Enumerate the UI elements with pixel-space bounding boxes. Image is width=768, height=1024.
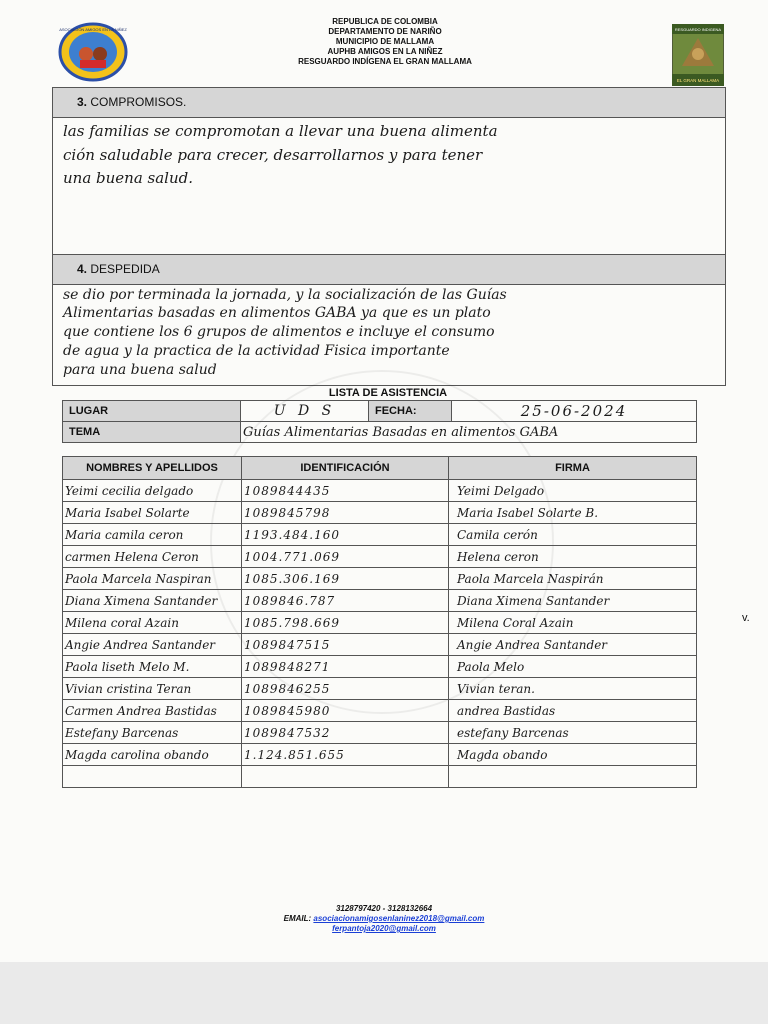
compromisos-title: COMPROMISOS. — [90, 95, 187, 109]
despedida-line-1: se dio por terminada la jornada, y la socialización de las Guías — [63, 287, 507, 303]
despedida-number: 4. — [77, 262, 88, 276]
compromisos-section — [52, 87, 726, 255]
resguardo-logo — [672, 24, 724, 86]
fecha-value: 25-06-2024 — [452, 401, 697, 422]
document-footer — [200, 904, 568, 934]
tema-value: Guías Alimentarias Basadas en alimentos GABA — [241, 422, 697, 443]
attendee-name: Angie Andrea Santander — [63, 634, 242, 656]
attendee-id: 1.124.851.655 — [242, 744, 449, 766]
header-line-5: RESGUARDO INDÍGENA EL GRAN MALLAMA — [298, 57, 472, 66]
attendee-name: Estefany Barcenas — [63, 722, 242, 744]
lugar-value: U D S — [241, 401, 369, 422]
attendee-signature: Maria Isabel Solarte B. — [449, 502, 697, 524]
side-mark: v. — [742, 612, 750, 624]
table-row — [63, 722, 697, 744]
attendee-signature: Camila cerón — [449, 524, 697, 546]
svg-text:ASOCIACIÓN AMIGOS EN LA NIÑEZ: ASOCIACIÓN AMIGOS EN LA NIÑEZ — [59, 27, 127, 32]
attendee-id: 1089847532 — [242, 722, 449, 744]
table-row — [63, 480, 697, 502]
table-row — [63, 766, 697, 788]
svg-text:RESGUARDO INDIGENA: RESGUARDO INDIGENA — [674, 27, 722, 32]
attendee-name: Paola liseth Melo M. — [63, 656, 242, 678]
table-row — [63, 546, 697, 568]
despedida-header — [53, 255, 725, 285]
attendee-id: 1085.306.169 — [242, 568, 449, 590]
attendee-signature: estefany Barcenas — [449, 722, 697, 744]
column-header-signature: FIRMA — [449, 457, 697, 480]
attendee-signature: Helena ceron — [449, 546, 697, 568]
table-row — [63, 612, 697, 634]
footer-phones: 3128797420 - 3128132664 — [335, 904, 433, 913]
scan-margin — [0, 962, 768, 1024]
document-header — [240, 17, 530, 67]
fecha-label: FECHA: — [369, 401, 452, 422]
attendee-signature — [449, 766, 697, 788]
attendee-id: 1089848271 — [242, 656, 449, 678]
table-row — [63, 590, 697, 612]
attendee-id: 1089845980 — [242, 700, 449, 722]
attendee-name — [63, 766, 242, 788]
attendee-signature: Diana Ximena Santander — [449, 590, 697, 612]
attendee-name: Vivian cristina Teran — [63, 678, 242, 700]
attendee-signature: Magda obando — [449, 744, 697, 766]
attendee-name: Paola Marcela Naspiran — [63, 568, 242, 590]
compromisos-line-3: una buena salud. — [63, 169, 194, 187]
attendee-signature: Paola Marcela Naspirán — [449, 568, 697, 590]
tema-label: TEMA — [63, 422, 241, 443]
footer-email-label: EMAIL: — [283, 914, 312, 923]
attendee-id: 1089845798 — [242, 502, 449, 524]
attendee-id: 1193.484.160 — [242, 524, 449, 546]
attendee-name: Yeimi cecilia delgado — [63, 480, 242, 502]
attendee-signature: Milena Coral Azain — [449, 612, 697, 634]
attendee-name: Diana Ximena Santander — [63, 590, 242, 612]
association-logo — [58, 22, 128, 82]
despedida-title: DESPEDIDA — [90, 262, 160, 276]
table-row — [63, 678, 697, 700]
compromisos-number: 3. — [77, 95, 88, 109]
despedida-line-2: Alimentarias basadas en alimentos GABA ya que es un plato — [63, 305, 491, 321]
table-row — [63, 656, 697, 678]
table-row — [63, 744, 697, 766]
lugar-label: LUGAR — [63, 401, 241, 422]
attendee-name: Maria camila ceron — [63, 524, 242, 546]
compromisos-header — [53, 88, 725, 118]
column-header-names: NOMBRES Y APELLIDOS — [63, 457, 242, 480]
attendee-id: 1089846255 — [242, 678, 449, 700]
header-line-1: REPUBLICA DE COLOMBIA — [332, 17, 438, 26]
attendance-table — [62, 456, 697, 788]
attendee-name: carmen Helena Ceron — [63, 546, 242, 568]
table-row — [63, 502, 697, 524]
footer-email-link-1[interactable]: asociacionamigosenlaninez2018@gmail.com — [313, 914, 485, 923]
table-row — [63, 634, 697, 656]
table-row — [63, 568, 697, 590]
table-row — [63, 524, 697, 546]
compromisos-line-2: ción saludable para crecer, desarrollarnos y para tener — [63, 146, 483, 164]
attendee-name: Maria Isabel Solarte — [63, 502, 242, 524]
header-line-3: MUNICIPIO DE MALLAMA — [335, 37, 435, 46]
header-line-2: DEPARTAMENTO DE NARIÑO — [328, 27, 442, 36]
attendee-id: 1004.771.069 — [242, 546, 449, 568]
attendee-signature: Angie Andrea Santander — [449, 634, 697, 656]
attendance-rows — [63, 480, 697, 788]
compromisos-line-1: las familias se compromotan a llevar una buena alimenta — [63, 122, 498, 140]
attendee-id: 1089844435 — [242, 480, 449, 502]
attendee-name: Milena coral Azain — [63, 612, 242, 634]
attendee-id: 1089847515 — [242, 634, 449, 656]
attendee-name: Carmen Andrea Bastidas — [63, 700, 242, 722]
attendance-title: LISTA DE ASISTENCIA — [328, 387, 448, 399]
despedida-line-3: que contiene los 6 grupos de alimentos e incluye el consumo — [63, 324, 495, 340]
attendee-signature: andrea Bastidas — [449, 700, 697, 722]
info-table — [62, 400, 697, 443]
attendee-signature: Vivian teran. — [449, 678, 697, 700]
attendee-name: Magda carolina obando — [63, 744, 242, 766]
header-line-4: AUPHB AMIGOS EN LA NIÑEZ — [327, 47, 443, 56]
column-header-id: IDENTIFICACIÓN — [242, 457, 449, 480]
attendee-id — [242, 766, 449, 788]
despedida-line-4: de agua y la practica de la actividad Fisica importante — [63, 343, 450, 359]
svg-text:EL GRAN MALLAMA: EL GRAN MALLAMA — [676, 78, 720, 83]
attendee-id: 1089846.787 — [242, 590, 449, 612]
attendee-id: 1085.798.669 — [242, 612, 449, 634]
footer-email-link-2[interactable]: ferpantoja2020@gmail.com — [332, 924, 436, 933]
table-row — [63, 700, 697, 722]
despedida-line-5: para una buena salud — [63, 362, 217, 378]
attendee-signature: Yeimi Delgado — [449, 480, 697, 502]
despedida-section — [52, 254, 726, 386]
attendee-signature: Paola Melo — [449, 656, 697, 678]
